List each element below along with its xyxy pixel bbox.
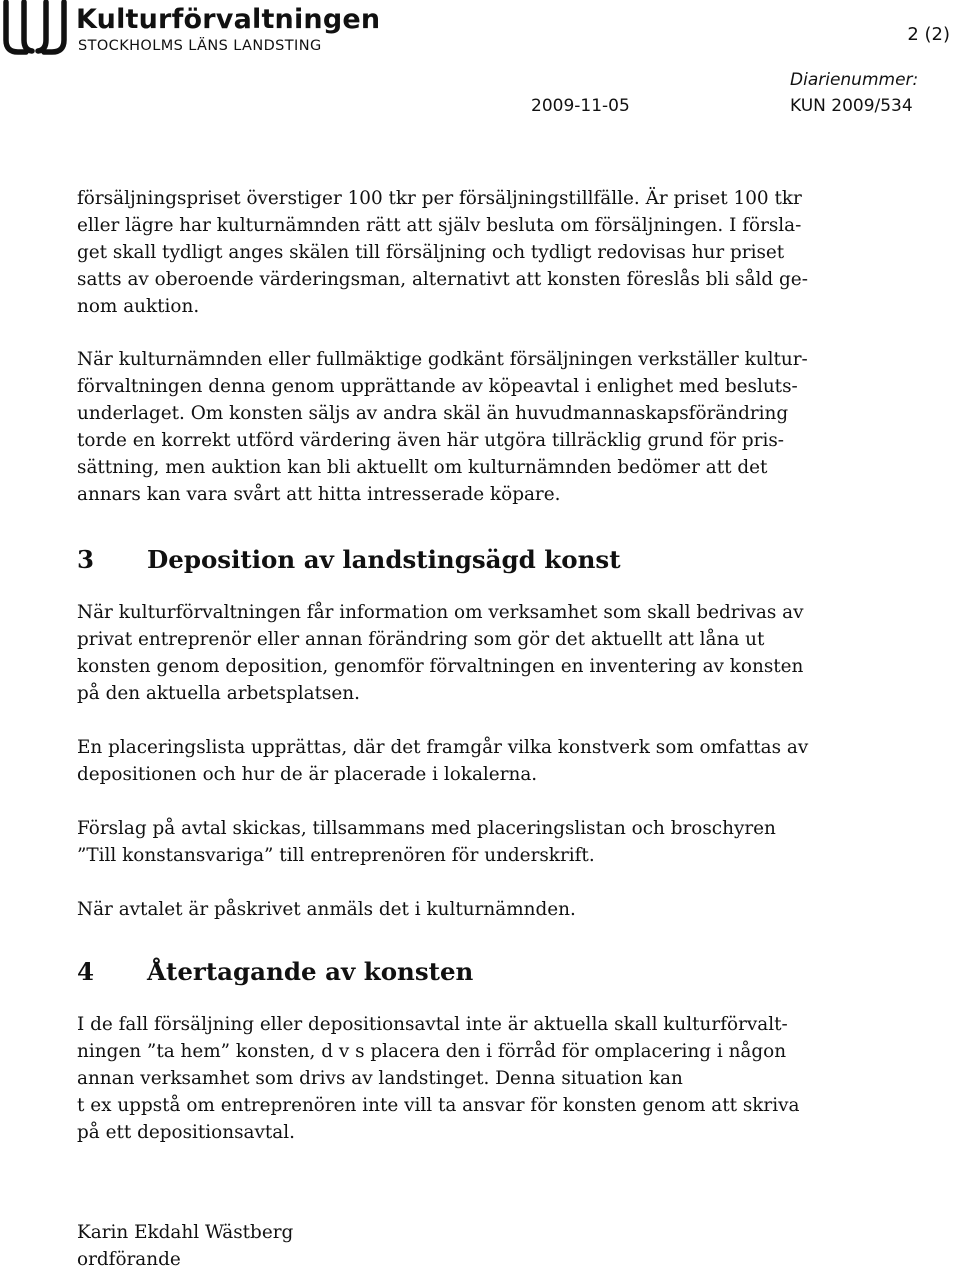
text-line: nom auktion. bbox=[77, 296, 200, 317]
section-4-heading bbox=[77, 957, 817, 991]
text-line: depositionen och hur de är placerade i lokalerna. bbox=[77, 764, 538, 785]
text-line: Förslag på avtal skickas, tillsammans med placeringslistan och broschyren bbox=[77, 818, 776, 839]
text-line: annan verksamhet som drivs av landstinget. Denna situation kan bbox=[77, 1068, 683, 1089]
text-line: på ett depositionsavtal. bbox=[77, 1122, 295, 1143]
section-3-heading bbox=[77, 545, 817, 579]
text-line: När kulturförvaltningen får information om verksamhet som skall bedrivas av bbox=[77, 602, 804, 623]
paragraph-placement-list bbox=[77, 734, 817, 788]
text-line: annars kan vara svårt att hitta intresserade köpare. bbox=[77, 484, 561, 505]
signature-name: Karin Ekdahl Wästberg bbox=[77, 1222, 294, 1243]
signature-title: ordförande bbox=[77, 1249, 181, 1270]
text-line: När avtalet är påskrivet anmäls det i kulturnämnden. bbox=[77, 899, 576, 920]
text-line: eller lägre har kulturnämnden rätt att själv besluta om försäljningen. I försla- bbox=[77, 215, 802, 236]
section-number: 3 bbox=[77, 545, 95, 574]
text-line: satts av oberoende värderingsman, alternativt att konsten föreslås bli såld ge- bbox=[77, 269, 808, 290]
paragraph-agreement bbox=[77, 815, 817, 869]
section-title: Återtagande av konsten bbox=[147, 957, 474, 986]
paragraph-sale-execution bbox=[77, 346, 817, 508]
section-number: 4 bbox=[77, 957, 95, 986]
document-date: 2009-11-05 bbox=[531, 96, 630, 116]
paragraph-retrieval bbox=[77, 1011, 817, 1146]
paragraph-deposition-info bbox=[77, 599, 817, 707]
section-title: Deposition av landstingsägd konst bbox=[147, 545, 621, 574]
text-line: get skall tydligt anges skälen till försäljning och tydligt redovisas hur priset bbox=[77, 242, 785, 263]
diarie-label: Diarienummer: bbox=[790, 70, 919, 90]
org-name: Kulturförvaltningen bbox=[76, 4, 381, 35]
text-line: förvaltningen denna genom upprättande av köpeavtal i enlighet med besluts- bbox=[77, 376, 798, 397]
text-line: privat entreprenör eller annan förändring som gör det aktuellt att låna ut bbox=[77, 629, 765, 650]
document-body bbox=[77, 185, 817, 1146]
text-line: t ex uppstå om entreprenören inte vill ta ansvar för konsten genom att skriva bbox=[77, 1095, 800, 1116]
text-line: konsten genom deposition, genomför förvaltningen en inventering av konsten bbox=[77, 656, 804, 677]
text-line: sättning, men auktion kan bli aktuellt om kulturnämnden bedömer att det bbox=[77, 457, 768, 478]
text-line: på den aktuella arbetsplatsen. bbox=[77, 683, 360, 704]
text-line: ”Till konstansvariga” till entreprenören för underskrift. bbox=[77, 845, 595, 866]
text-line: försäljningspriset överstiger 100 tkr per försäljningstillfälle. Är priset 100 tkr bbox=[77, 188, 802, 209]
text-line: I de fall försäljning eller depositionsavtal inte är aktuella skall kulturförvalt- bbox=[77, 1014, 788, 1035]
sll-logo-icon bbox=[2, 0, 72, 56]
paragraph-notification bbox=[77, 896, 817, 923]
text-line: torde en korrekt utförd värdering även här utgöra tillräcklig grund för pris- bbox=[77, 430, 785, 451]
page-number: 2 (2) bbox=[907, 24, 950, 45]
text-line: underlaget. Om konsten säljs av andra skäl än huvudmannaskapsförändring bbox=[77, 403, 789, 424]
text-line: ningen ”ta hem” konsten, d v s placera den i förråd för omplacering i någon bbox=[77, 1041, 787, 1062]
text-line: En placeringslista upprättas, där det framgår vilka konstverk som omfattas av bbox=[77, 737, 809, 758]
org-subtitle: STOCKHOLMS LÄNS LANDSTING bbox=[78, 38, 322, 54]
diarie-number: KUN 2009/534 bbox=[790, 96, 913, 116]
paragraph-sale-price bbox=[77, 185, 817, 320]
text-line: När kulturnämnden eller fullmäktige godkänt försäljningen verkställer kultur- bbox=[77, 349, 808, 370]
